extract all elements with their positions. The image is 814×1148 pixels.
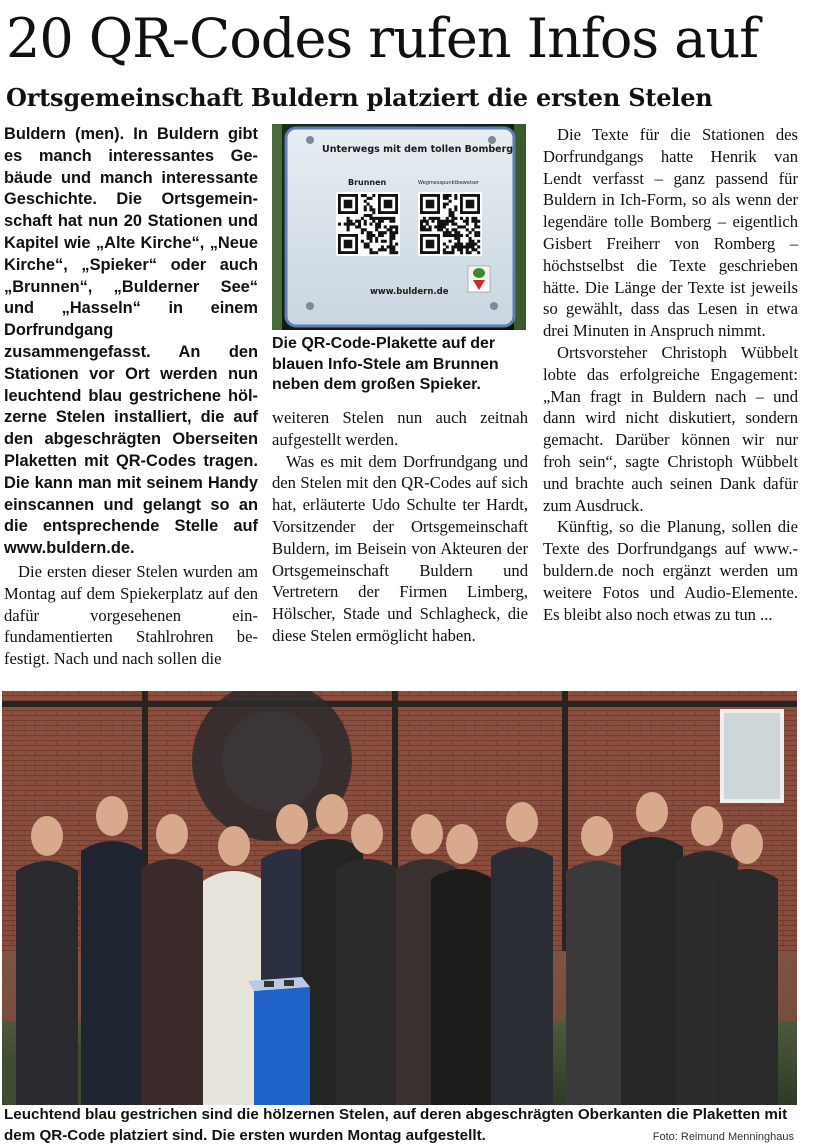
person-head-2 (96, 796, 128, 836)
person-head-3 (156, 814, 188, 854)
buldern-coat-of-arms-icon (468, 266, 490, 292)
col2-paragraph-2: Was es mit dem Dorfrundgang und den Stelen mit den QR-Codes auf sich hat, erläuterte Udo Schulte ter Hardt, Vorsitzender der Ortsgemeinschaft Buldern, im Beisein von Akteuren der Ortsgemeinschaft Buldern und Vertretern der Firmen Limberg, Hölscher, Stade und Schlagheck, die diese Stelen ermöglicht haben. (272, 451, 528, 645)
qr-code-left (336, 192, 400, 256)
person-head-4 (218, 826, 250, 866)
article-column-2-body (272, 407, 528, 647)
col3-paragraph-2: Ortsvorsteher Christoph Wübbelt lobte das erfolgreiche Engagement: „Man fragt in Buldern nach – und dann wird nicht diskutiert, sondern gemacht. Darüber können wir nur froh sein“, sagte Christoph Wübbelt und brachte auch seinen Dank dafür zum Ausdruck. (543, 342, 798, 515)
article-column-3 (543, 124, 798, 625)
person-head-8 (411, 814, 443, 854)
person-head-7 (351, 814, 383, 854)
person-head-9 (446, 824, 478, 864)
person-head-1 (31, 816, 63, 856)
person-head-12 (636, 792, 668, 832)
person-head-13 (691, 806, 723, 846)
qr-code-right (418, 192, 482, 256)
photo-credit: Foto: Reimund Menninghaus (652, 1131, 794, 1143)
person-3 (141, 859, 203, 1105)
person-12 (621, 837, 683, 1105)
plaque-photo-caption: Die QR-Code-Plakette auf der blauen Info-Stele am Brunnen neben dem großen Spieker. (272, 335, 499, 393)
group-photo (2, 691, 797, 1105)
plaque-url: www.buldern.de (370, 287, 449, 297)
plaque-label-left: Brunnen (348, 178, 387, 187)
person-7 (336, 859, 398, 1105)
plaque-label-right: Wegmesspunktbeweiser (418, 180, 479, 186)
person-2 (81, 841, 143, 1105)
person-head-5 (276, 804, 308, 844)
person-head-10 (506, 802, 538, 842)
person-head-14 (731, 824, 763, 864)
plaque-title: Unterwegs mit dem tollen Bomberg (322, 144, 514, 155)
col2-paragraph-1: weiteren Stelen nun auch zeitnah aufgestellt werden. (272, 408, 528, 449)
blue-stele (248, 977, 310, 1105)
col3-paragraph-3: Künftig, so die Planung, sollen die Texte des Dorfrundgangs auf www.buldern.de noch ergänzt werden um weitere Fotos und Audio-Elemente. Es bleibt also noch etwas zu tun ... (543, 517, 798, 624)
group-photo-illustration (2, 691, 797, 1105)
person-head-11 (581, 816, 613, 856)
person-1 (16, 861, 78, 1105)
qr-plaque-photo (272, 124, 526, 330)
headline: 20 QR-Codes rufen Infos auf (6, 7, 759, 70)
person-10 (491, 847, 553, 1105)
article-column-1-body: Die ersten dieser Stelen wurden am Montag auf dem Spiekerplatz auf den dafür vorgesehenen einfundamentierten Stahlrohren befestigt. Nach und nach sollen die (4, 562, 258, 669)
col3-paragraph-1: Die Texte für die Stationen des Dorfrundgangs hatte Henrik van Lendt verfasst – ganz passend für Buldern in Ich-Form, so als wenn der legendäre tolle Bomberg – eigentlich Gisbert Freiherr von Romberg – höchstselbst die Texte geschrieben hätte. Die Länge der Texte ist jeweils so gewählt, dass das Lesen in etwa drei Minuten in Anspruch nimmt. (543, 125, 798, 341)
group-photo-caption: Leuchtend blau gestrichen sind die hölzernen Stelen, auf deren abgeschrägten Oberkanten die Plaketten mit dem QR-Code platziert sind. Die ersten wurden Montag aufgestellt. (4, 1106, 788, 1144)
person-9 (431, 869, 493, 1105)
person-11 (566, 861, 628, 1105)
subheadline: Ortsgemeinschaft Buldern platziert die ersten Stelen (6, 83, 713, 112)
article-lead: Buldern (men). In Buldern gibt es manch interessantes Gebäude und manch interessante Geschichte. Die Ortsgemeinschaft hat nun 20 Stationen und Kapitel wie „Alte Kirche“, „Neue Kirche“, „Spieker“ oder auch „Brunnen“, „Bulderner See“ und „Hasseln“ in einem Dorfrundgang zusammengefasst. An den Stationen vor Ort werden nun leuchtend blau gestrichene hölzerne Stelen installiert, die auf den abgeschrägten Oberseiten Plaketten mit QR-Codes tragen. Die kann man mit seinem Handy einscannen und gelangt so an die entsprechende Stelle auf www.buldern.de. (4, 125, 258, 558)
person-14 (716, 869, 778, 1105)
person-head-6 (316, 794, 348, 834)
